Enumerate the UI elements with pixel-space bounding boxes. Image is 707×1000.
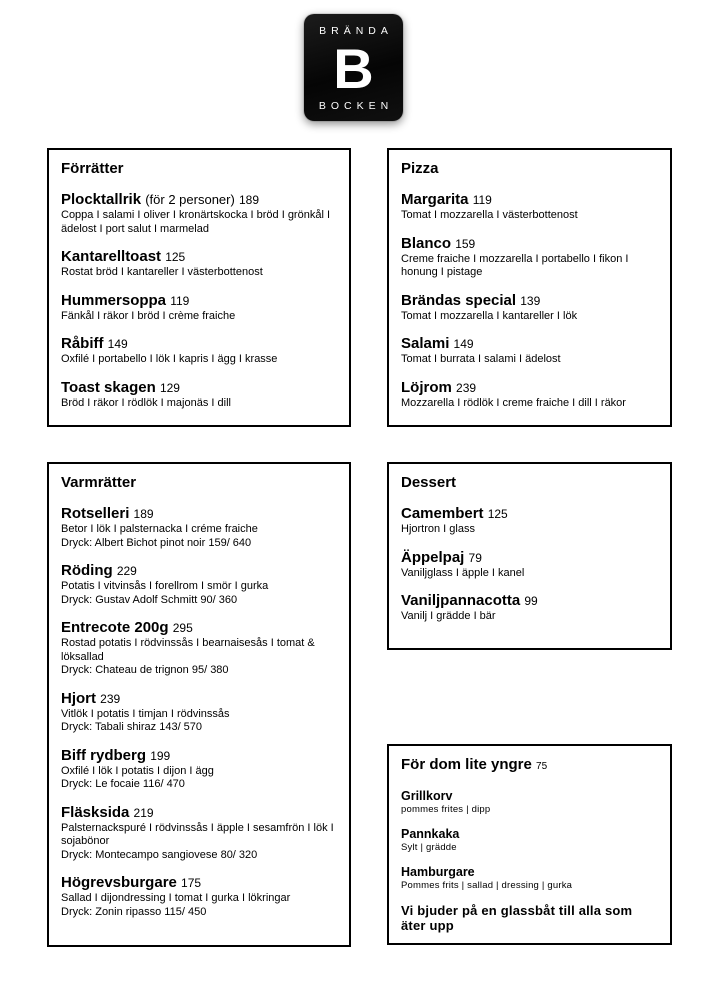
menu-item	[61, 292, 337, 324]
menu-item	[401, 235, 658, 280]
item-price: 119	[472, 193, 492, 207]
menu-item	[61, 379, 337, 411]
section-price: 75	[536, 761, 548, 772]
item-name: Vaniljpannacotta	[401, 592, 521, 609]
item-price: 125	[165, 250, 186, 264]
kids-note: Vi bjuder på en glassbåt till alla som äter upp	[401, 903, 633, 933]
item-name: Kantarelltoast	[61, 248, 162, 265]
item-description: Mozzarella I rödlök I creme fraiche I dill I räkor	[401, 396, 626, 409]
item-name: Fläsksida	[61, 803, 130, 821]
item-price: 239	[456, 380, 477, 395]
item-name: Brändas special	[401, 291, 517, 309]
item-description: Potatis I vitvinsås I forellrom I smör I gurka	[61, 580, 269, 592]
item-name: Salami	[401, 335, 450, 352]
section-title: Varmrätter	[61, 474, 137, 491]
menu-item	[61, 747, 337, 792]
item-price: 229	[116, 564, 137, 578]
item-name: Biff rydberg	[61, 746, 147, 764]
menu-item	[61, 562, 337, 607]
restaurant-logo	[304, 14, 403, 121]
item-name: Röding	[61, 562, 113, 579]
item-name: Råbiff	[61, 335, 104, 352]
item-price: 189	[133, 507, 154, 521]
item-price: 149	[453, 337, 474, 351]
item-description: Palsternackspuré I rödvinssås I äpple I sesamfrön I lök I sojabönor	[61, 821, 334, 847]
menu-item	[61, 690, 337, 735]
item-description: Pommes frits | sallad | dressing | gurka	[401, 880, 573, 891]
section-kids	[387, 744, 672, 945]
item-name: Grillkorv	[401, 789, 453, 803]
menu-item	[61, 619, 337, 678]
item-drink: Dryck: Chateau de trignon 95/ 380	[61, 664, 229, 676]
item-description: Tomat I mozzarella I kantareller I lök	[401, 309, 578, 322]
item-description: Rostat bröd I kantareller I västerbottenost	[61, 266, 263, 278]
item-description: Vaniljglass I äpple I kanel	[401, 566, 525, 579]
item-name: Rotselleri	[61, 505, 130, 522]
menu-item	[61, 248, 337, 280]
item-description: Vitlök I potatis I timjan I rödvinssås	[61, 707, 230, 720]
section-title: För dom lite yngre	[401, 756, 532, 773]
item-drink: Dryck: Albert Bichot pinot noir 159/ 640	[61, 536, 252, 549]
menu-item	[401, 789, 658, 816]
item-name: Margarita	[401, 191, 469, 208]
item-name: Hjort	[61, 689, 96, 707]
menu-item	[61, 874, 337, 919]
item-name: Löjrom	[401, 378, 452, 396]
item-name: Pannkaka	[401, 827, 460, 841]
menu-item	[401, 379, 658, 411]
item-description: Betor I lök I palsternacka I créme fraiche	[61, 523, 258, 535]
menu-item	[401, 549, 658, 581]
item-description: Rostad potatis I rödvinssås I bearnaisesås I tomat & löksallad	[61, 637, 315, 663]
item-drink: Dryck: Montecampo sangiovese 80/ 320	[61, 848, 258, 861]
item-name: Toast skagen	[61, 378, 156, 396]
item-drink: Dryck: Tabali shiraz 143/ 570	[61, 721, 203, 733]
item-drink: Dryck: Gustav Adolf Schmitt 90/ 360	[61, 593, 238, 606]
menu-item	[61, 804, 337, 863]
item-price: 175	[181, 876, 202, 890]
item-name: Hamburgare	[401, 865, 475, 879]
item-price: 159	[455, 236, 476, 251]
section-dessert	[387, 462, 672, 650]
item-drink: Dryck: Le focaie 116/ 470	[61, 778, 185, 790]
item-name: Äppelpaj	[401, 548, 465, 566]
item-description: Vanilj I grädde I bär	[401, 610, 496, 622]
item-description: Tomat I burrata I salami I ädelost	[401, 353, 561, 365]
item-description: Oxfilé I lök I potatis I dijon I ägg	[61, 764, 214, 777]
item-description: Coppa I salami I oliver I kronärtskocka I bröd I grönkål I ädelost I port salut I marmelad	[61, 209, 331, 235]
section-forratter	[47, 148, 351, 427]
menu-item	[401, 592, 658, 624]
menu-item	[401, 292, 658, 324]
item-name: Blanco	[401, 234, 452, 252]
item-note: (för 2 personer)	[145, 192, 235, 207]
item-price: 149	[107, 337, 128, 351]
item-description: Tomat I mozzarella I västerbottenost	[401, 209, 578, 221]
section-title: Pizza	[401, 160, 439, 177]
menu-item	[401, 191, 658, 223]
item-price: 99	[524, 594, 538, 608]
item-description: Sallad I dijondressing I tomat I gurka I lökringar	[61, 892, 291, 904]
item-price: 119	[170, 293, 190, 308]
item-price: 239	[100, 691, 121, 706]
item-price: 295	[172, 621, 193, 635]
item-description: Hjortron I glass	[401, 523, 475, 535]
item-description: Oxfilé I portabello I lök I kapris I ägg I krasse	[61, 353, 278, 365]
item-name: Plocktallrik	[61, 191, 142, 208]
section-title: Förrätter	[61, 160, 124, 177]
item-price: 199	[150, 748, 171, 763]
item-description: Fänkål I räkor I bröd I crème fraiche	[61, 309, 236, 322]
logo-letter: B	[333, 36, 374, 100]
section-varmratter	[47, 462, 351, 947]
item-price: 139	[520, 293, 541, 308]
item-description: pommes frites | dipp	[401, 804, 491, 815]
item-price: 129	[159, 380, 180, 395]
menu-item	[401, 335, 658, 367]
menu-item	[401, 505, 658, 537]
menu-item	[61, 505, 337, 550]
item-price: 125	[487, 507, 508, 521]
menu-item	[401, 865, 658, 892]
item-price: 189	[238, 193, 260, 207]
section-title: Dessert	[401, 474, 457, 491]
item-price: 79	[468, 550, 482, 565]
item-name: Högrevsburgare	[61, 874, 177, 891]
section-pizza	[387, 148, 672, 427]
menu-item	[61, 335, 337, 367]
item-name: Entrecote 200g	[61, 619, 169, 636]
item-description: Creme fraiche I mozzarella I portabello I fikon I honung I pistage	[401, 252, 629, 278]
menu-item	[61, 191, 337, 236]
logo-bottom-text: BOCKEN	[318, 100, 394, 112]
logo-top-text: BRÄNDA	[319, 25, 393, 37]
item-price: 219	[133, 805, 154, 820]
item-drink: Dryck: Zonin ripasso 115/ 450	[61, 905, 207, 918]
menu-item	[401, 827, 658, 854]
item-description: Sylt | grädde	[401, 842, 457, 853]
item-description: Bröd I räkor I rödlök I majonäs I dill	[61, 396, 231, 409]
item-name: Hummersoppa	[61, 291, 167, 309]
item-name: Camembert	[401, 505, 484, 522]
